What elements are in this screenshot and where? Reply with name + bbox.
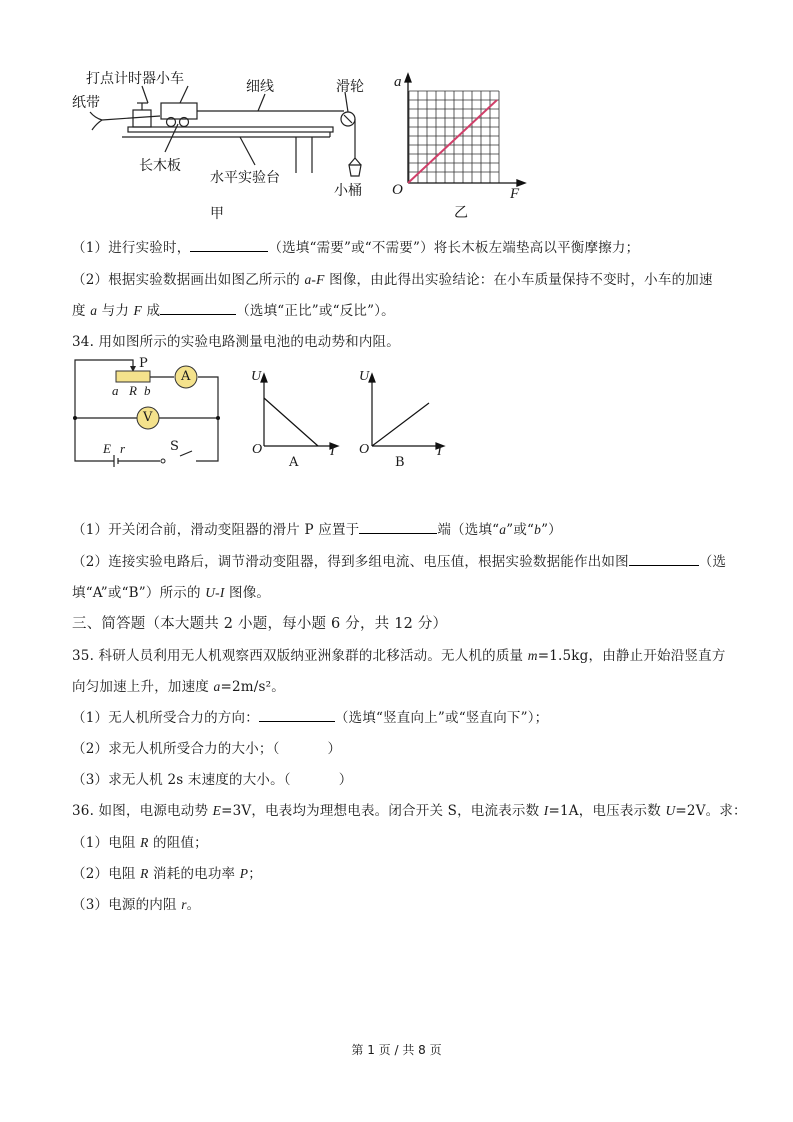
q35-p1-suffix: （选填“竖直向上”或“竖直向下”）； <box>334 710 549 726</box>
figure-apparatus <box>60 60 380 230</box>
q33-p2-suffix: （选填“正比”或“反比”）。 <box>236 303 395 319</box>
q36-var-E: E <box>212 803 222 818</box>
graphB-y-label: U <box>359 369 370 384</box>
q34-p1-prefix: （1）开关闭合前，滑动变阻器的滑片 P 应置于 <box>72 522 360 538</box>
q33-p2-text-e: 成 <box>142 303 161 319</box>
q34-part2-line1 <box>72 550 726 570</box>
q35-p2-end: ） <box>327 741 342 757</box>
q35-text-d: 。 <box>271 679 285 695</box>
graph-B <box>355 368 455 473</box>
q33-p2-var-F: F <box>133 303 142 318</box>
q35-part3 <box>72 768 352 788</box>
label-paper-tape: 纸带 <box>72 95 100 111</box>
label-slider-P: P <box>139 356 148 371</box>
q35-text-a: 35. 科研人员利用无人机观察西双版纳亚洲象群的北移活动。无人机的质量 <box>72 648 528 664</box>
q36-p3-text-b: 。 <box>186 897 201 913</box>
q35-mass-value: =1.5kg <box>537 648 589 664</box>
label-end-a: a <box>112 383 119 398</box>
graphA-caption: A <box>289 455 299 470</box>
q34-part1 <box>72 518 562 538</box>
q36-var-I: I <box>543 803 549 818</box>
section-title-short-answer: 三、简答题（本大题共 2 小题，每小题 6 分，共 12 分） <box>72 616 448 632</box>
q36-part3 <box>72 893 200 913</box>
q34-p1-end: ”） <box>541 522 562 538</box>
label-thread: 细线 <box>246 79 274 95</box>
q36-p2-text-a: （2）电阻 <box>72 866 141 882</box>
q33-p1-suffix: （选填“需要”或“不需要”）将长木板左端垫高以平衡摩擦力； <box>268 240 640 256</box>
q36-var-U: U <box>665 803 676 818</box>
q33-p2-var-a: a <box>90 303 98 318</box>
q33-part1 <box>72 236 639 256</box>
q35-p1-answer-blank[interactable] <box>259 709 335 722</box>
label-long-board: 长木板 <box>139 158 181 174</box>
label-internal-r: r <box>120 441 126 456</box>
graphA-origin: O <box>252 442 263 457</box>
voltmeter-label: V <box>143 410 153 425</box>
q36-p3-text-a: （3）电源的内阻 <box>72 897 182 913</box>
q36-text-a: 36. 如图，电源电动势 <box>72 803 213 819</box>
q34-p2-text-b: 填“A”或“B”）所示的 <box>72 585 206 601</box>
q35-var-m: m <box>527 648 538 663</box>
q36-part2 <box>72 862 262 882</box>
q36-p3-var-r: r <box>181 897 187 912</box>
caption-yi: 乙 <box>454 205 468 221</box>
q33-p2-text-c: 度 <box>72 303 91 319</box>
q34-p2-text: （2）连接实验电路后，调节滑动变阻器，得到多组电流、电压值，根据实验数据能作出如图 <box>72 554 629 570</box>
q36-p1-text-b: 的阻值； <box>148 835 208 851</box>
caption-jia: 甲 <box>210 206 224 222</box>
q33-part2-line2 <box>72 299 395 319</box>
q35-text-c: 向匀加速上升，加速度 <box>72 679 214 695</box>
graphB-origin: O <box>359 442 370 457</box>
q36-text-b: =3V，电表均为理想电表。闭合开关 S，电流表示数 <box>221 803 544 819</box>
q36-p1-text-a: （1）电阻 <box>72 835 141 851</box>
q34-p2-text-c: 图像。 <box>224 585 271 601</box>
q36-text-d: =2V。求： <box>675 803 747 819</box>
label-timer-car: 打点计时器小车 <box>86 71 184 87</box>
q36-p2-var-R: R <box>140 866 149 881</box>
q35-stem-line2 <box>72 675 285 695</box>
q36-p1-var-R: R <box>140 835 149 850</box>
q35-text-b: ，由静止开始沿竖直方 <box>588 648 726 664</box>
graphA-x-label: I <box>330 444 335 459</box>
q35-p3-end: ） <box>338 772 353 788</box>
q35-accel-value: =2m/s² <box>220 679 272 695</box>
ammeter-label: A <box>181 369 191 384</box>
q34-p1-option-b: b <box>534 522 542 537</box>
q34-p1-suffix-a: 端（选填“ <box>437 522 500 538</box>
q34-part2-line2 <box>72 581 270 601</box>
q33-p1-prefix: （1）进行实验时， <box>72 240 191 256</box>
label-table: 水平实验台 <box>210 170 280 186</box>
axis-label-F: F <box>510 186 520 202</box>
q35-stem-line1 <box>72 644 726 664</box>
q33-p1-answer-blank[interactable] <box>190 239 268 252</box>
label-emf-E: E <box>103 441 111 456</box>
graphB-x-label: I <box>437 444 442 459</box>
page-footer: 第 1 页 / 共 8 页 <box>351 1043 442 1057</box>
figure-aF-graph <box>380 60 540 230</box>
label-bucket: 小桶 <box>334 183 362 199</box>
q33-p2-text-b: 图像，由此得出实验结论：在小车质量保持不变时，小车的加速 <box>324 272 713 288</box>
q34-p2-answer-blank[interactable] <box>629 553 699 566</box>
q34-p2-var-UI: U-I <box>205 585 225 600</box>
q36-p2-var-P: P <box>239 866 249 881</box>
q36-stem <box>72 799 747 819</box>
q35-p2-text: （2）求无人机所受合力的大小；（ <box>72 741 280 757</box>
q36-p2-text-c: ； <box>248 866 262 882</box>
q35-part1 <box>72 706 548 726</box>
q35-p1-prefix: （1）无人机所受合力的方向： <box>72 710 259 726</box>
q36-text-c: =1A，电压表示数 <box>548 803 666 819</box>
q36-p2-text-b: 消耗的电功率 <box>148 866 240 882</box>
label-end-b: b <box>144 383 151 398</box>
q33-p2-text-a: （2）根据实验数据画出如图乙所示的 <box>72 272 305 288</box>
q33-part2-line1 <box>72 268 713 288</box>
graph-A <box>245 368 345 473</box>
q33-p2-text-d: 与力 <box>97 303 134 319</box>
q34-p1-answer-blank[interactable] <box>359 521 437 534</box>
q33-p2-answer-blank[interactable] <box>160 302 236 315</box>
q34-stem: 34. 用如图所示的实验电路测量电池的电动势和内阻。 <box>72 334 400 350</box>
q35-part2 <box>72 737 341 757</box>
q34-p1-option-a: a <box>499 522 507 537</box>
q34-p1-mid: ”或“ <box>506 522 535 538</box>
graphA-y-label: U <box>251 369 262 384</box>
q36-part1 <box>72 831 208 851</box>
q33-p2-var-aF: a-F <box>304 272 325 287</box>
origin-label: O <box>392 182 403 198</box>
label-switch-S: S <box>170 439 179 454</box>
label-R: R <box>129 383 137 398</box>
graphB-caption: B <box>395 455 405 470</box>
q35-p3-text: （3）求无人机 2s 末速度的大小。（ <box>72 772 291 788</box>
q34-p2-text-end: （选 <box>698 554 727 570</box>
figure-circuit <box>66 355 236 470</box>
axis-label-a: a <box>394 74 402 90</box>
q35-var-a: a <box>213 679 221 694</box>
label-pulley: 滑轮 <box>336 79 364 95</box>
